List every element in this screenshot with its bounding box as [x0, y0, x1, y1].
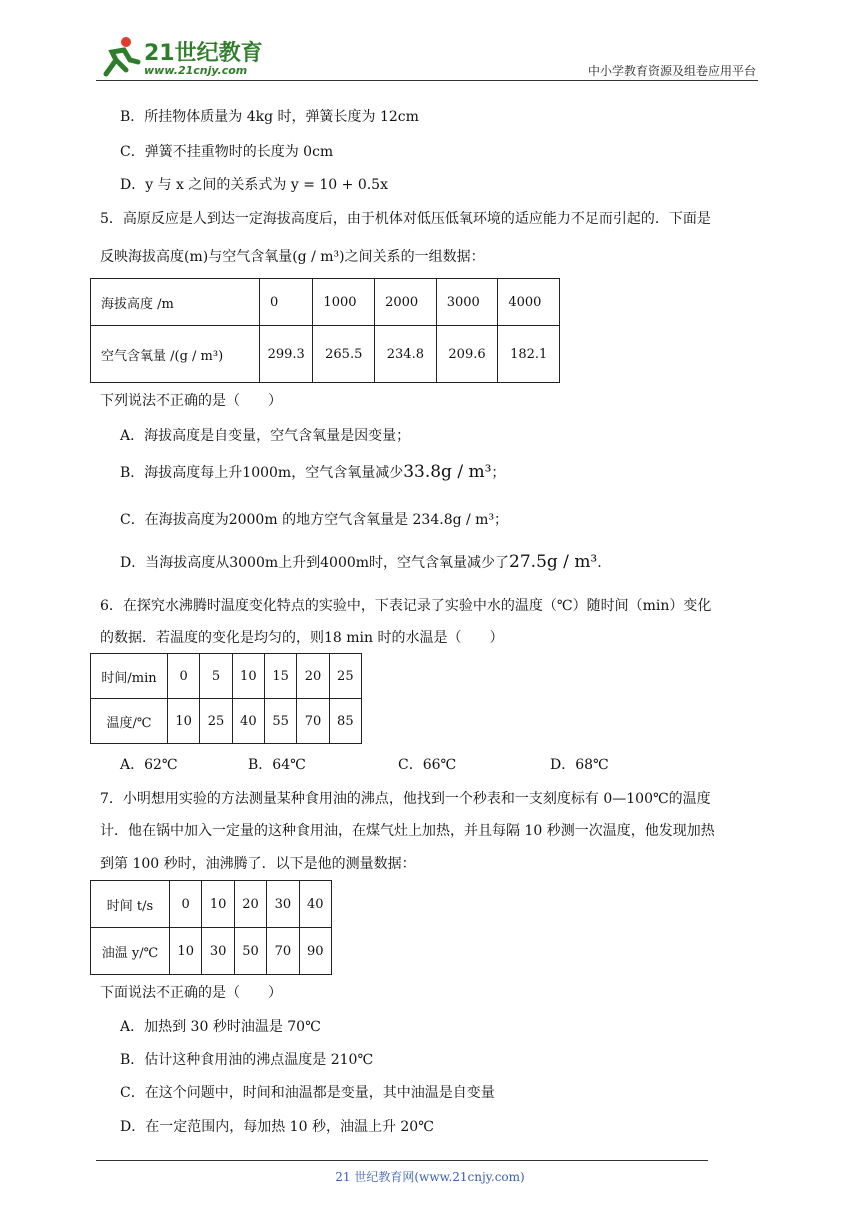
table-cell: 10 [168, 699, 200, 744]
table-cell: 70 [297, 699, 329, 744]
site-logo [96, 34, 266, 82]
table-cell: 油温 y/℃ [91, 928, 170, 975]
q6-option-c: C．66℃ [398, 757, 457, 773]
q7-prompt: 下面说法不正确的是（ ） [100, 985, 282, 1001]
table-cell: 25 [200, 699, 232, 744]
table-cell: 3000 [436, 279, 498, 326]
table-row [91, 928, 332, 975]
q5-prompt: 下列说法不正确的是（ ） [100, 393, 282, 409]
q5-option-b-suffix: ； [491, 465, 506, 481]
q5-option-b-prefix: B．海拔高度每上升1000m，空气含氧量减少 [120, 465, 404, 481]
table-row [91, 326, 560, 383]
table-cell: 40 [299, 881, 331, 928]
table-row [91, 699, 362, 744]
q5-option-d-suffix: . [597, 555, 602, 571]
table-cell: 25 [329, 654, 361, 699]
table-cell: 时间/min [91, 654, 168, 699]
table-cell: 55 [264, 699, 296, 744]
table-cell: 40 [232, 699, 264, 744]
table-cell: 209.6 [436, 326, 498, 383]
runner-logo-icon [96, 34, 142, 80]
q7-text-line3: 到第 100 秒时，油沸腾了．以下是他的测量数据： [100, 856, 416, 872]
q6-option-a: A．62℃ [120, 757, 178, 773]
q5-text-line1: 5．高原反应是人到达一定海拔高度后，由于机体对低压低氧环境的适应能力不足而引起的．下面是 [100, 211, 711, 227]
table-cell: 15 [264, 654, 296, 699]
q7-option-b: B．估计这种食用油的沸点温度是 210℃ [120, 1052, 374, 1068]
q7-option-c: C．在这个问题中，时间和油温都是变量，其中油温是自变量 [120, 1085, 495, 1101]
q7-option-d: D．在一定范围内，每加热 10 秒，油温上升 20℃ [120, 1119, 434, 1135]
q4-option-b: B．所挂物体质量为 4kg 时，弹簧长度为 12cm [120, 109, 419, 125]
q5-option-d [120, 552, 602, 572]
q6-text-line2: 的数据．若温度的变化是均匀的，则18 min 时的水温是（ ） [100, 630, 504, 646]
q6-option-b: B．64℃ [248, 757, 306, 773]
footer-divider [96, 1160, 708, 1161]
q5-option-d-value: 27.5g / m³ [509, 552, 598, 572]
logo-sub-text: www.21cnjy.com [144, 64, 248, 77]
table-cell: 0 [260, 279, 313, 326]
q5-option-d-prefix: D．当海拔高度从3000m上升到4000m时，空气含氧量减少了 [120, 555, 510, 571]
table-cell: 299.3 [260, 326, 313, 383]
q7-option-a: A．加热到 30 秒时油温是 70℃ [120, 1019, 321, 1035]
table-row [91, 654, 362, 699]
table-cell: 1000 [313, 279, 375, 326]
q7-table [90, 880, 332, 975]
table-cell: 10 [202, 881, 234, 928]
footer-link[interactable]: 21 世纪教育网(www.21cnjy.com) [335, 1170, 525, 1184]
table-cell: 30 [202, 928, 234, 975]
q5-text-line2: 反映海拔高度(m)与空气含氧量(g / m³)之间关系的一组数据： [100, 249, 485, 265]
q5-option-b [120, 462, 505, 482]
table-row [91, 881, 332, 928]
table-cell: 4000 [498, 279, 560, 326]
table-cell: 50 [234, 928, 266, 975]
q5-table [90, 278, 560, 383]
header-divider [96, 80, 758, 81]
q4-option-d: D．y 与 x 之间的关系式为 y = 10 + 0.5x [120, 177, 388, 193]
table-cell: 70 [267, 928, 299, 975]
header-platform-text: 中小学教育资源及组卷应用平台 [587, 64, 756, 78]
table-cell: 0 [170, 881, 202, 928]
q5-option-a: A．海拔高度是自变量，空气含氧量是因变量； [120, 428, 411, 444]
table-cell: 空气含氧量 /(g / m³) [91, 326, 260, 383]
q5-option-b-value: 33.8g / m³ [403, 462, 492, 482]
table-cell: 时间 t/s [91, 881, 170, 928]
q7-text-line1: 7．小明想用实验的方法测量某种食用油的沸点，他找到一个秒表和一支刻度标有 0—100℃的温度 [100, 791, 711, 807]
table-cell: 20 [297, 654, 329, 699]
table-cell: 182.1 [498, 326, 560, 383]
table-cell: 234.8 [375, 326, 437, 383]
q6-table [90, 653, 362, 744]
table-cell: 5 [200, 654, 232, 699]
table-cell: 2000 [375, 279, 437, 326]
q7-text-line2: 计．他在锅中加入一定量的这种食用油，在煤气灶上加热，并且每隔 10 秒测一次温度，他发现加热 [100, 823, 715, 839]
q4-option-c: C．弹簧不挂重物时的长度为 0cm [120, 144, 334, 160]
table-cell: 海拔高度 /m [91, 279, 260, 326]
q5-option-c: C．在海拔高度为2000m 的地方空气含氧量是 234.8g / m³； [120, 512, 509, 528]
table-row [91, 279, 560, 326]
table-cell: 90 [299, 928, 331, 975]
table-cell: 85 [329, 699, 361, 744]
table-cell: 20 [234, 881, 266, 928]
table-cell: 10 [170, 928, 202, 975]
table-cell: 30 [267, 881, 299, 928]
q6-text-line1: 6．在探究水沸腾时温度变化特点的实验中，下表记录了实验中水的温度（℃）随时间（min）变化 [100, 598, 712, 614]
q6-option-d: D．68℃ [550, 757, 609, 773]
logo-main-text: 21世纪教育 [144, 41, 263, 66]
table-cell: 10 [232, 654, 264, 699]
table-cell: 温度/℃ [91, 699, 168, 744]
table-cell: 265.5 [313, 326, 375, 383]
table-cell: 0 [168, 654, 200, 699]
